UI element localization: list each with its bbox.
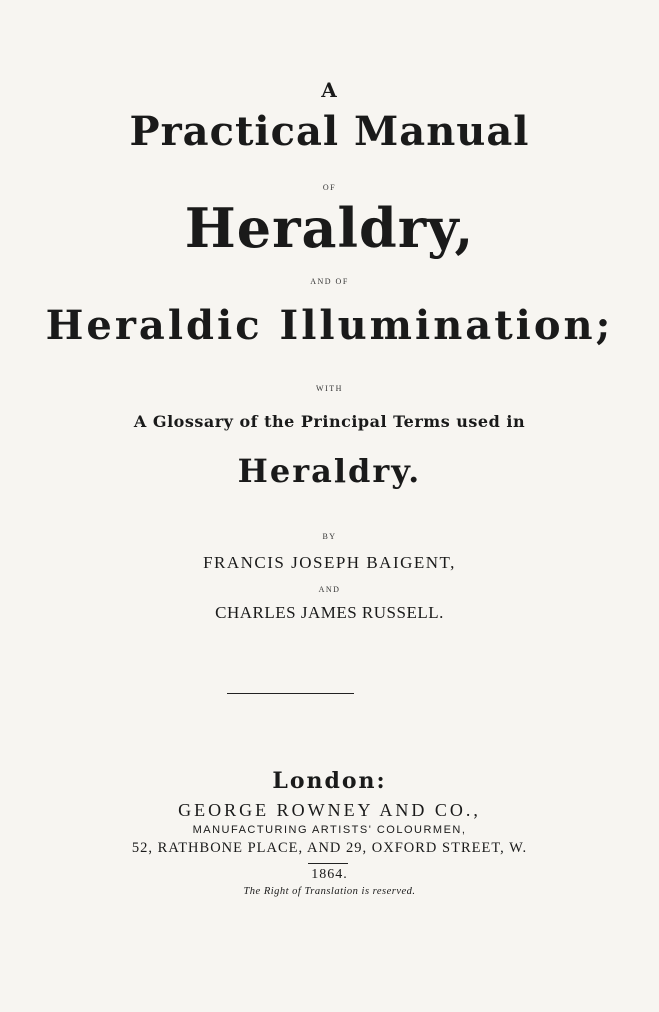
- title-line-heraldry-2: Heraldry.: [237, 452, 422, 490]
- title-line-heraldic-illumination: Heraldic Illumination;: [45, 302, 614, 349]
- imprint-publisher-description: MANUFACTURING ARTISTS' COLOURMEN,: [192, 824, 467, 836]
- imprint-publisher: GEORGE ROWNEY AND CO.,: [178, 800, 481, 820]
- title-and: AND: [318, 585, 341, 594]
- imprint-rights-notice: The Right of Translation is reserved.: [243, 886, 416, 897]
- title-article: A: [321, 78, 338, 102]
- divider-rule: [227, 693, 354, 694]
- title-with: WITH: [316, 384, 343, 393]
- title-by: BY: [322, 532, 337, 541]
- title-line-practical-manual: Practical Manual: [129, 108, 530, 155]
- imprint-year: 1864.: [311, 867, 348, 882]
- title-and-of: AND OF: [310, 277, 349, 286]
- imprint-rule: [308, 863, 348, 864]
- title-line-heraldry: Heraldry,: [184, 196, 475, 260]
- imprint-address: 52, RATHBONE PLACE, AND 29, OXFORD STREET, W.: [131, 840, 528, 856]
- author-baigent: FRANCIS JOSEPH BAIGENT,: [203, 553, 456, 572]
- author-russell: CHARLES JAMES RUSSELL.: [215, 603, 444, 622]
- title-of: OF: [322, 183, 337, 192]
- title-subtitle-glossary: A Glossary of the Principal Terms used in: [133, 412, 526, 431]
- imprint-place: London:: [272, 768, 387, 794]
